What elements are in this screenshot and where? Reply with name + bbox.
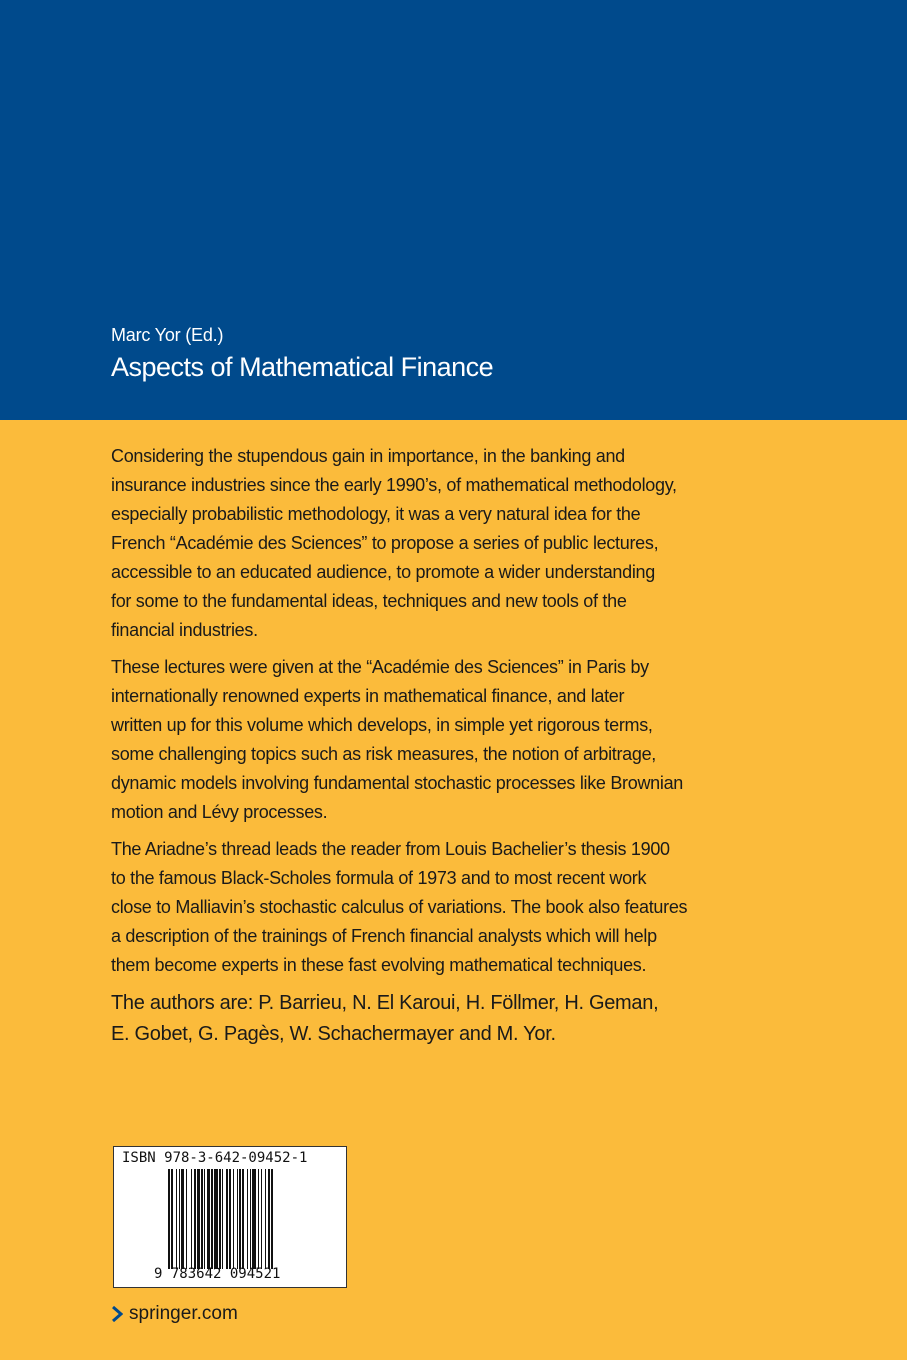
text-line: some challenging topics such as risk measures, the notion of arbitrage, <box>111 744 656 764</box>
description-paragraph <box>111 442 711 645</box>
text-line: Considering the stupendous gain in importance, in the banking and <box>111 446 625 466</box>
barcode-digits: 9 783642 094521 <box>154 1266 281 1282</box>
text-line: them become experts in these fast evolving mathematical techniques. <box>111 955 647 975</box>
text-line: dynamic models involving fundamental stochastic processes like Brownian <box>111 773 683 793</box>
text-line: to the famous Black-Scholes formula of 1973 and to most recent work <box>111 868 647 888</box>
authors-line: E. Gobet, G. Pagès, W. Schachermayer and M. Yor. <box>111 1023 556 1045</box>
springer-link-text[interactable]: springer.com <box>129 1303 238 1324</box>
authors-line: The authors are: P. Barrieu, N. El Karoui, H. Föllmer, H. Geman, <box>111 992 659 1014</box>
text-line: close to Malliavin’s stochastic calculus of variations. The book also features <box>111 897 688 917</box>
text-line: motion and Lévy processes. <box>111 802 328 822</box>
text-line: internationally renowned experts in mathematical finance, and later <box>111 686 625 706</box>
text-line: for some to the fundamental ideas, techniques and new tools of the <box>111 591 627 611</box>
text-line: financial industries. <box>111 620 258 640</box>
springer-link[interactable] <box>111 1303 238 1325</box>
cover-header <box>0 0 907 420</box>
barcode-bars <box>168 1169 306 1269</box>
text-line: The Ariadne’s thread leads the reader from Louis Bachelier’s thesis 1900 <box>111 839 670 859</box>
isbn-barcode <box>113 1146 347 1288</box>
description-paragraph <box>111 653 711 827</box>
book-description <box>111 442 711 1058</box>
text-line: French “Académie des Sciences” to propose a series of public lectures, <box>111 533 659 553</box>
text-line: These lectures were given at the “Académie des Sciences” in Paris by <box>111 657 649 677</box>
description-paragraph <box>111 835 711 980</box>
text-line: written up for this volume which develops, in simple yet rigorous terms, <box>111 715 653 735</box>
chevron-right-icon <box>111 1306 123 1322</box>
book-editor: Marc Yor (Ed.) <box>111 325 224 345</box>
isbn-label: ISBN 978-3-642-09452-1 <box>122 1150 308 1166</box>
text-line: insurance industries since the early 1990’s, of mathematical methodology, <box>111 475 677 495</box>
authors-list <box>111 988 711 1050</box>
text-line: especially probabilistic methodology, it was a very natural idea for the <box>111 504 641 524</box>
text-line: accessible to an educated audience, to promote a wider understanding <box>111 562 655 582</box>
book-title: Aspects of Mathematical Finance <box>111 352 494 382</box>
text-line: a description of the trainings of French financial analysts which will help <box>111 926 657 946</box>
